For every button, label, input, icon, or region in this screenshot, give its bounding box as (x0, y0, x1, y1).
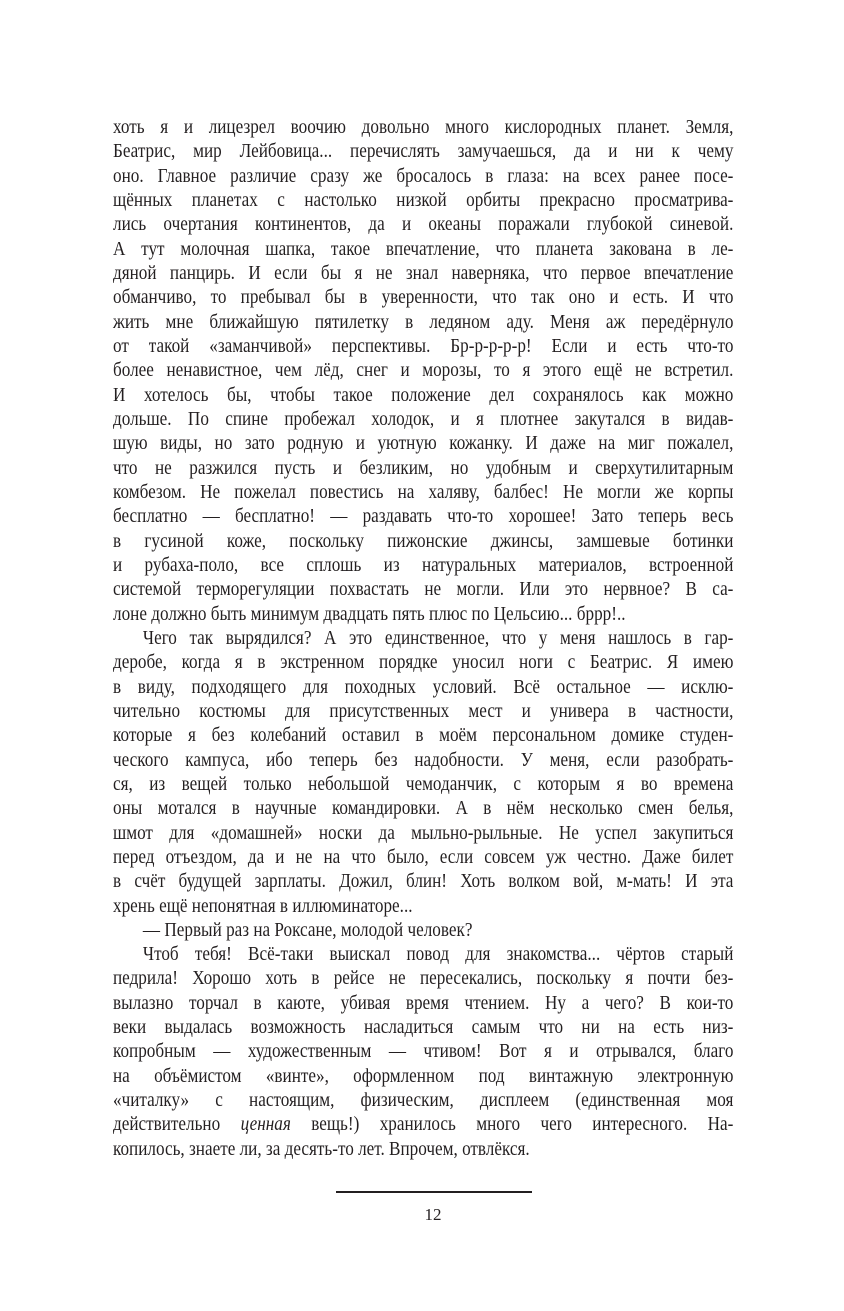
text-line: более ненавистное, чем лёд, снег и морозы, то я этого ещё не встретил. (113, 360, 734, 382)
text-line: лись очертания континентов, да и океаны поражали глубокой синевой. (113, 214, 734, 236)
text-line: Беатрис, мир Лейбовица... перечислять замучаешься, да и ни к чему (113, 141, 734, 163)
text-line: И хотелось бы, чтобы такое положение дел сохранялось как можно (113, 384, 734, 406)
text-line: хоть я и лицезрел воочию довольно много кислородных планет. Земля, (113, 117, 734, 138)
dialogue-line: — Первый раз на Роксане, молодой человек? (142, 919, 473, 941)
text-line: в гусиной коже, поскольку пижонские джинсы, замшевые ботинки (113, 530, 734, 552)
footer-rule (336, 1191, 532, 1193)
text-line: хрень ещё непонятная в иллюминаторе... (113, 895, 413, 917)
text-line: на объёмистом «винте», оформленном под винтажную электронную (113, 1065, 734, 1087)
text-segment: вещь!) хранилось много чего интересного. На- (290, 1114, 734, 1136)
text-line: шую виды, но зато родную и уютную кожанку. И даже на миг пожалел, (113, 433, 734, 455)
body-text (113, 116, 733, 1162)
text-line: жить мне ближайшую пятилетку в ледяном аду. Меня аж передёрнуло (113, 311, 734, 333)
page-number: 12 (424, 1205, 442, 1224)
text-line: бесплатно — бесплатно! — раздавать что-то хорошее! Зато теперь весь (113, 506, 734, 528)
text-line: копробным — художественным — чтивом! Вот я и отрывался, благо (113, 1041, 734, 1063)
text-line: Чего так вырядился? А это единственное, что у меня нашлось в гар- (142, 627, 734, 649)
text-line: «читалку» с настоящим, физическим, дисплеем (единственная моя (113, 1090, 734, 1112)
text-line: веки выдалась возможность насладиться самым что ни на есть низ- (113, 1017, 734, 1039)
text-line: чительно костюмы для присутственных мест и универа в частности, (113, 700, 734, 722)
text-line: комбезом. Не пожелал повестись на халяву, балбес! Не могли же корпы (113, 481, 734, 503)
text-line: вылазно торчал в каюте, убивая время чтением. Ну а чего? В кои-то (113, 992, 734, 1014)
text-line: ческого кампуса, ибо теперь без надобности. У меня, если разобрать- (113, 749, 734, 771)
text-line: деробе, когда я в экстренном порядке уносил ноги с Беатрис. Я имею (113, 652, 734, 674)
text-line: Чтоб тебя! Всё-таки выискал повод для знакомства... чёртов старый (142, 944, 734, 966)
text-line: дольше. По спине пробежал холодок, и я плотнее закутался в видав- (113, 408, 734, 430)
text-line: ся, из вещей только небольшой чемоданчик, с которым я во времена (113, 773, 734, 795)
text-line: дяной панцирь. И если бы я не знал наверняка, что первое впечатление (113, 262, 734, 284)
text-line: оны мотался в научные командировки. А в нём несколько смен белья, (113, 798, 734, 820)
text-segment: действительно (113, 1114, 241, 1136)
text-line: системой терморегуляции похвастать не могли. Или это нервное? В са- (113, 579, 734, 601)
text-line: обманчиво, то пребывал бы в уверенности, что так оно и есть. И что (113, 287, 734, 309)
text-line: в виду, подходящего для походных условий. Всё остальное — исклю- (113, 676, 734, 698)
italic-word: ценная (240, 1114, 291, 1136)
text-line: педрила! Хорошо хоть в рейсе не пересекались, поскольку я почти без- (113, 968, 734, 990)
text-line: А тут молочная шапка, такое впечатление, что планета закована в ле- (113, 238, 734, 260)
text-line: лоне должно быть минимум двадцать пять плюс по Цельсию... бррр!.. (113, 603, 626, 625)
text-line: которые я без колебаний оставил в моём персональном домике студен- (113, 725, 734, 747)
text-line: что не разжился пусть и безликим, но удобным и сверхутилитарным (113, 457, 734, 479)
text-line: копилось, знаете ли, за десять-то лет. Впрочем, отвлёкся. (113, 1138, 530, 1160)
text-line: и рубаха-поло, все сплошь из натуральных материалов, встроенной (113, 554, 734, 576)
text-line: от такой «заманчивой» перспективы. Бр-р-р-р-р! Если и есть что-то (113, 335, 734, 357)
text-line: перед отъездом, да и не на что было, если совсем уж честно. Даже билет (113, 846, 734, 868)
text-line (113, 1113, 733, 1137)
text-line: в счёт будущей зарплаты. Дожил, блин! Хоть волком вой, м-мать! И эта (113, 871, 734, 893)
text-line: щённых планетах с настолько низкой орбиты прекрасно просматрива- (113, 189, 734, 211)
text-line: шмот для «домашней» носки да мыльно-рыльные. Не успел закупиться (113, 822, 734, 844)
text-line: оно. Главное различие сразу же бросалось в глаза: на всех ранее посе- (113, 165, 734, 187)
